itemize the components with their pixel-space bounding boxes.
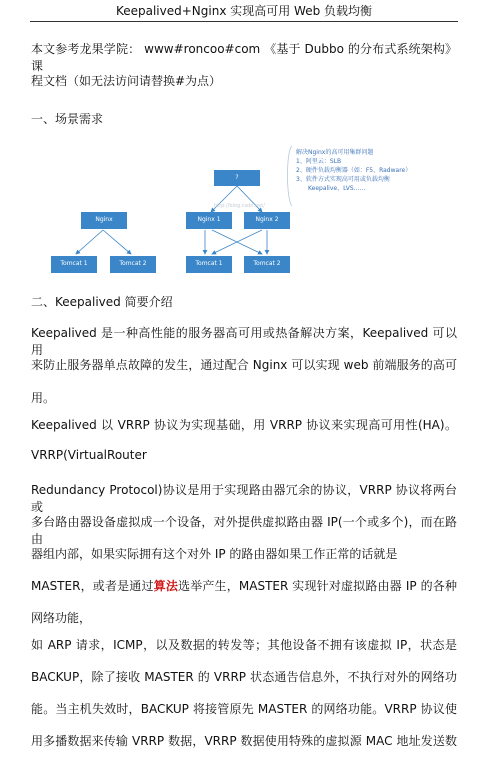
- diagram-note: [296, 148, 466, 193]
- arrow-nginx-tomcat1: [76, 230, 103, 254]
- page-header: Keepalived+Nginx 实现高可用 Web 负载均衡: [115, 4, 373, 18]
- note-item-3-detail: Keepalive、LVS……: [308, 185, 366, 192]
- body-line-4: Keepalived 以 VRRP 协议为实现基础，用 VRRP 协议来实现高可用性(HA)。: [31, 418, 457, 432]
- body-line-10: 网络功能，: [31, 611, 92, 625]
- note-item-2: 2、硬件负载均衡器（如：F5、Radware）: [296, 167, 412, 174]
- body-line-12: BACKUP，除了接收 MASTER 的 VRRP 状态通告信息外，不执行对外的网络功: [31, 670, 457, 684]
- note-item-3: 3、软件方式实现高可用或负载均衡: [296, 176, 390, 183]
- section-1-title: 一、场景需求: [31, 112, 104, 126]
- body-line-14: 用多播数据来传输 VRRP 数据，VRRP 数据使用特殊的虚拟源 MAC 地址发送数: [31, 734, 457, 748]
- body-line-2: 来防止服务器单点故障的发生，通过配合 Nginx 可以实现 web 前端服务的高可: [31, 358, 457, 372]
- body-line-8: 器组内部，如果实际拥有这个对外 IP 的路由器如果工作正常的话就是: [31, 547, 398, 561]
- body-line-1: Keepalived 是一种高性能的服务器高可用或热备解决方案，Keepalived 可以用: [31, 326, 457, 357]
- body-line-7: 多台路由器设备虚拟成一个设备，对外提供虚拟路由器 IP(一个或多个)，而在路由: [31, 515, 457, 546]
- body-line-3: 用。: [31, 391, 56, 405]
- unknown-balancer-box: ?: [214, 170, 260, 186]
- header-divider: [30, 21, 458, 22]
- tomcat2-right-box: Tomcat 2: [244, 256, 290, 273]
- tomcat1-left-box: Tomcat 1: [51, 256, 97, 273]
- arrow-nginx-tomcat2: [103, 230, 131, 254]
- tomcat2-left-box: Tomcat 2: [110, 256, 156, 273]
- note-title: 解决Nginx的高可用集群问题: [296, 149, 374, 156]
- intro-line-2: 程文档（如无法访问请替换#为点）: [31, 74, 222, 88]
- body-line-11: 如 ARP 请求，ICMP，以及数据的转发等；其他设备不拥有该虚拟 IP，状态是: [31, 638, 457, 652]
- body-line-5: VRRP(VirtualRouter: [31, 448, 147, 462]
- watermark: http://blog.csdn.net/: [214, 203, 265, 209]
- architecture-diagram: [0, 140, 488, 285]
- section-2-title: 二、Keepalived 简要介绍: [31, 295, 173, 309]
- tomcat1-right-box: Tomcat 1: [186, 256, 232, 273]
- nginx-box: Nginx: [81, 212, 127, 229]
- body-line-9-end: 选举产生，MASTER 实现针对虚拟路由器 IP 的各种: [178, 579, 457, 593]
- body-line-6: Redundancy Protocol)协议是用于实现路由器冗余的协议，VRRP 协议将两台或: [31, 483, 457, 514]
- nginx2-box: Nginx 2: [244, 212, 290, 229]
- nginx1-box: Nginx 1: [186, 212, 232, 229]
- intro-line-1: 本文参考龙果学院： www#roncoo#com 《基于 Dubbo 的分布式系统架构》课: [31, 42, 457, 73]
- note-bracket: [288, 146, 293, 206]
- note-item-1: 1、阿里云：SLB: [296, 158, 342, 165]
- body-line-9: [31, 577, 457, 594]
- body-line-9-start: MASTER，或者是通过: [31, 579, 154, 593]
- body-line-13: 能。当主机失效时，BACKUP 将接管原先 MASTER 的网络功能。VRRP 协议使: [31, 702, 457, 716]
- highlighted-keyword: 算法: [153, 579, 179, 593]
